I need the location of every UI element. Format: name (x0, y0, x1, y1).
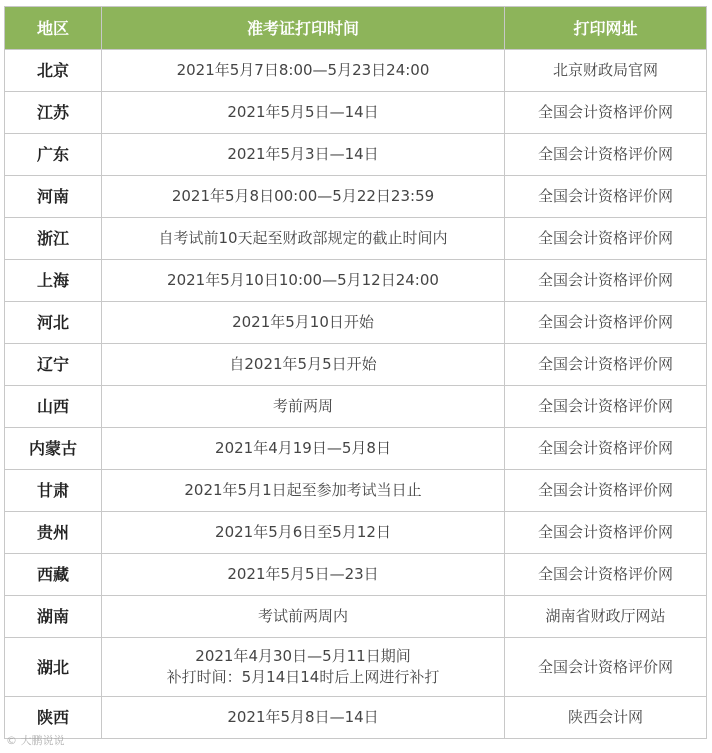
print-site-cell: 全国会计资格评价网 (505, 554, 707, 596)
print-time-cell: 2021年5月10日10:00—5月12日24:00 (102, 260, 505, 302)
region-cell: 江苏 (5, 92, 102, 134)
print-time-cell: 考试前两周内 (102, 596, 505, 638)
print-time-cell: 自考试前10天起至财政部规定的截止时间内 (102, 218, 505, 260)
print-time-cell: 2021年5月8日00:00—5月22日23:59 (102, 176, 505, 218)
reprint-time-line: 补打时间：5月14日14时后上网进行补打 (166, 668, 440, 686)
print-site-cell: 全国会计资格评价网 (505, 638, 707, 697)
print-time-cell: 2021年5月3日—14日 (102, 134, 505, 176)
print-site-cell: 全国会计资格评价网 (505, 386, 707, 428)
table-row (5, 554, 707, 596)
table-row (5, 218, 707, 260)
print-time-cell: 2021年5月7日8:00—5月23日24:00 (102, 50, 505, 92)
region-cell: 湖北 (5, 638, 102, 697)
table-row (5, 302, 707, 344)
watermark: © 大鹏说说 (6, 734, 65, 747)
region-cell: 上海 (5, 260, 102, 302)
print-site-cell: 陕西会计网 (505, 697, 707, 739)
print-time-cell: 2021年5月1日起至参加考试当日止 (102, 470, 505, 512)
region-cell: 西藏 (5, 554, 102, 596)
table-row (5, 50, 707, 92)
print-site-cell: 全国会计资格评价网 (505, 344, 707, 386)
print-schedule-table (4, 6, 707, 739)
header-region: 地区 (5, 7, 102, 50)
table-row (5, 697, 707, 739)
region-cell: 贵州 (5, 512, 102, 554)
region-cell: 河南 (5, 176, 102, 218)
region-cell: 湖南 (5, 596, 102, 638)
table-row (5, 596, 707, 638)
print-site-cell: 北京财政局官网 (505, 50, 707, 92)
table-row (5, 386, 707, 428)
print-time-cell (102, 638, 505, 697)
region-cell: 浙江 (5, 218, 102, 260)
region-cell: 广东 (5, 134, 102, 176)
print-time-cell: 自2021年5月5日开始 (102, 344, 505, 386)
print-site-cell: 湖南省财政厅网站 (505, 596, 707, 638)
print-site-cell: 全国会计资格评价网 (505, 470, 707, 512)
print-site-cell: 全国会计资格评价网 (505, 428, 707, 470)
table-row (5, 260, 707, 302)
region-cell: 北京 (5, 50, 102, 92)
header-print-time: 准考证打印时间 (102, 7, 505, 50)
region-cell: 山西 (5, 386, 102, 428)
header-print-site: 打印网址 (505, 7, 707, 50)
table-row (5, 428, 707, 470)
print-time-cell: 2021年5月5日—23日 (102, 554, 505, 596)
table-row (5, 638, 707, 697)
print-site-cell: 全国会计资格评价网 (505, 134, 707, 176)
region-cell: 河北 (5, 302, 102, 344)
print-time-cell: 考前两周 (102, 386, 505, 428)
print-time-cell: 2021年5月8日—14日 (102, 697, 505, 739)
print-site-cell: 全国会计资格评价网 (505, 302, 707, 344)
table-row (5, 512, 707, 554)
print-time-cell: 2021年5月5日—14日 (102, 92, 505, 134)
print-time-cell: 2021年5月6日至5月12日 (102, 512, 505, 554)
table-row (5, 176, 707, 218)
print-site-cell: 全国会计资格评价网 (505, 260, 707, 302)
print-site-cell: 全国会计资格评价网 (505, 92, 707, 134)
print-site-cell: 全国会计资格评价网 (505, 176, 707, 218)
print-time-cell: 2021年5月10日开始 (102, 302, 505, 344)
table-row (5, 134, 707, 176)
table-row (5, 344, 707, 386)
region-cell: 内蒙古 (5, 428, 102, 470)
table-header-row (5, 7, 707, 50)
print-time-line: 2021年4月30日—5月11日期间 (195, 647, 411, 665)
region-cell: 陕西 (5, 697, 102, 739)
region-cell: 辽宁 (5, 344, 102, 386)
print-site-cell: 全国会计资格评价网 (505, 218, 707, 260)
table-row (5, 92, 707, 134)
print-time-cell: 2021年4月19日—5月8日 (102, 428, 505, 470)
region-cell: 甘肃 (5, 470, 102, 512)
print-site-cell: 全国会计资格评价网 (505, 512, 707, 554)
table-row (5, 470, 707, 512)
